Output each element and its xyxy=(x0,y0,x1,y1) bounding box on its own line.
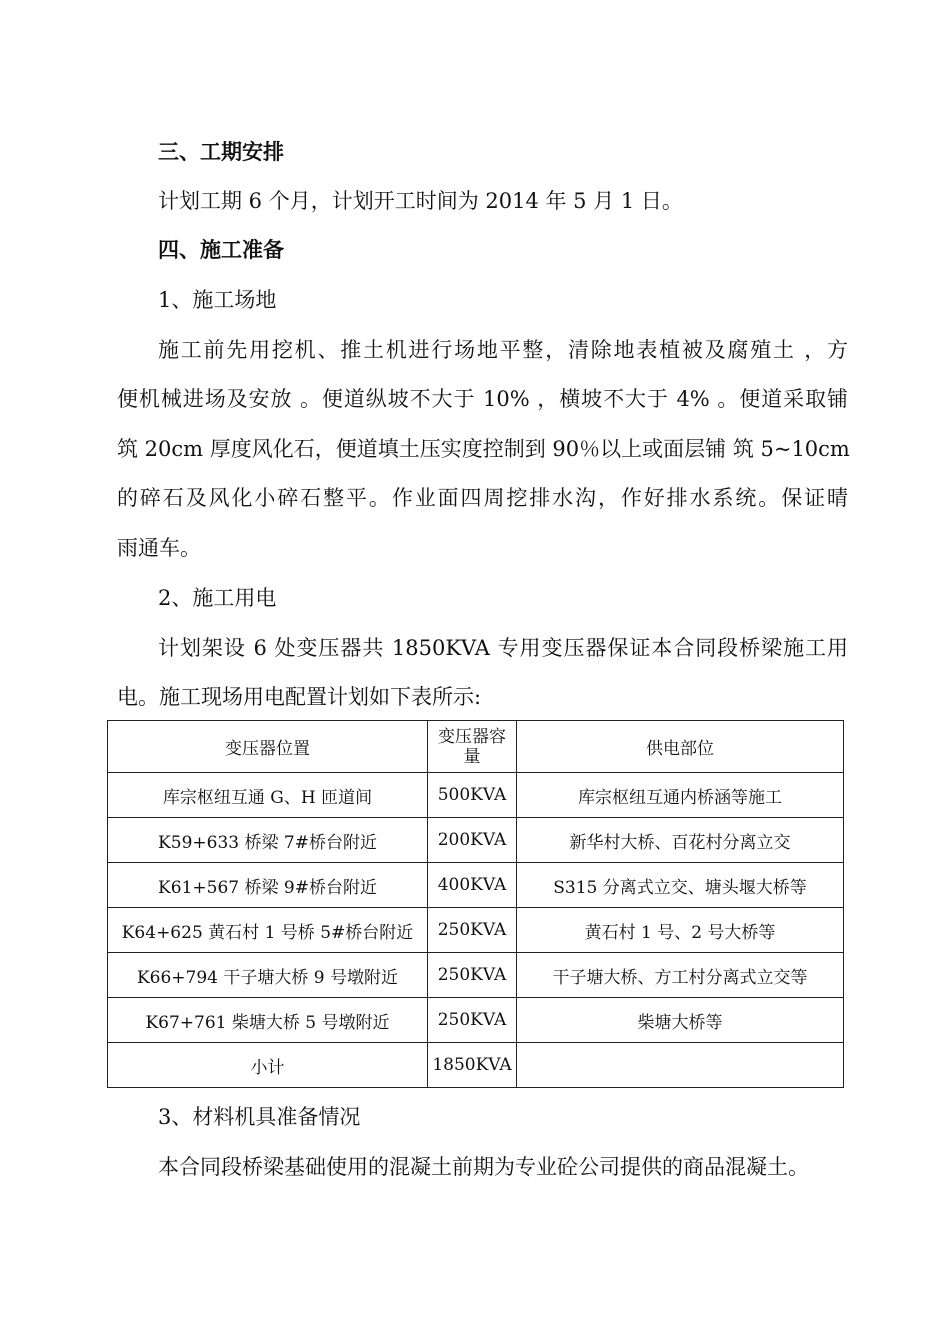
cell-location: K61+567 桥梁 9#桥台附近 xyxy=(108,863,428,908)
cell-supply: S315 分离式立交、塘头堰大桥等 xyxy=(517,863,844,908)
cell-supply: 库宗枢纽互通内桥涵等施工 xyxy=(517,773,844,818)
cell-supply: 黄石村 1 号、2 号大桥等 xyxy=(517,908,844,953)
header-capacity: 变压器容量 xyxy=(428,721,517,773)
table-row xyxy=(108,908,844,953)
paragraph-line: 计划架设 6 处变压器共 1850KVA 专用变压器保证本合同段桥梁施工用 xyxy=(158,636,848,660)
section-heading-preparation: 四、施工准备 xyxy=(158,237,284,262)
paragraph-line: 便机械进场及安放 。便道纵坡不大于 10% ，横坡不大于 4% 。便道采取铺 xyxy=(117,387,848,411)
cell-location: K64+625 黄石村 1 号桥 5#桥台附近 xyxy=(108,908,428,953)
cell-location: K66+794 干子塘大桥 9 号墩附近 xyxy=(108,953,428,998)
paragraph-line: 的碎石及风化小碎石整平。作业面四周挖排水沟，作好排水系统。保证晴 xyxy=(117,486,848,510)
cell-supply: 干子塘大桥、方工村分离式立交等 xyxy=(517,953,844,998)
table-row xyxy=(108,998,844,1043)
table-row-subtotal xyxy=(108,1043,844,1088)
section-heading-schedule: 三、工期安排 xyxy=(158,139,284,164)
cell-location: K67+761 柴塘大桥 5 号墩附近 xyxy=(108,998,428,1043)
header-supply: 供电部位 xyxy=(517,721,844,773)
subsection-title-materials: 3、材料机具准备情况 xyxy=(158,1105,361,1129)
table-row xyxy=(108,818,844,863)
cell-capacity: 250KVA xyxy=(428,953,517,998)
cell-location: 库宗枢纽互通 G、H 匝道间 xyxy=(108,773,428,818)
table-row xyxy=(108,863,844,908)
cell-supply xyxy=(517,1043,844,1088)
table-header-row xyxy=(108,721,844,773)
paragraph-line: 施工前先用挖机、推土机进行场地平整，清除地表植被及腐殖土 ，方 xyxy=(158,338,848,362)
cell-supply: 柴塘大桥等 xyxy=(517,998,844,1043)
cell-location: 小计 xyxy=(108,1043,428,1088)
subsection-title-power: 2、施工用电 xyxy=(158,586,277,610)
paragraph-line: 雨通车。 xyxy=(117,536,201,560)
cell-capacity: 250KVA xyxy=(428,998,517,1043)
subsection-title-site: 1、施工场地 xyxy=(158,288,277,312)
schedule-text: 计划工期 6 个月，计划开工时间为 2014 年 5 月 1 日。 xyxy=(158,189,683,213)
table-row xyxy=(108,773,844,818)
header-location: 变压器位置 xyxy=(108,721,428,773)
cell-capacity: 400KVA xyxy=(428,863,517,908)
cell-capacity: 500KVA xyxy=(428,773,517,818)
power-config-table xyxy=(107,720,844,1088)
paragraph-line: 电。施工现场用电配置计划如下表所示: xyxy=(117,685,482,709)
table-row xyxy=(108,953,844,998)
cell-capacity: 250KVA xyxy=(428,908,517,953)
cell-location: K59+633 桥梁 7#桥台附近 xyxy=(108,818,428,863)
cell-capacity: 1850KVA xyxy=(428,1043,517,1088)
cell-capacity: 200KVA xyxy=(428,818,517,863)
cell-supply: 新华村大桥、百花村分离立交 xyxy=(517,818,844,863)
materials-text: 本合同段桥梁基础使用的混凝土前期为专业砼公司提供的商品混凝土。 xyxy=(158,1155,809,1179)
paragraph-line: 筑 20cm 厚度风化石，便道填土压实度控制到 90％以上或面层铺 筑 5~10cm xyxy=(117,437,850,461)
